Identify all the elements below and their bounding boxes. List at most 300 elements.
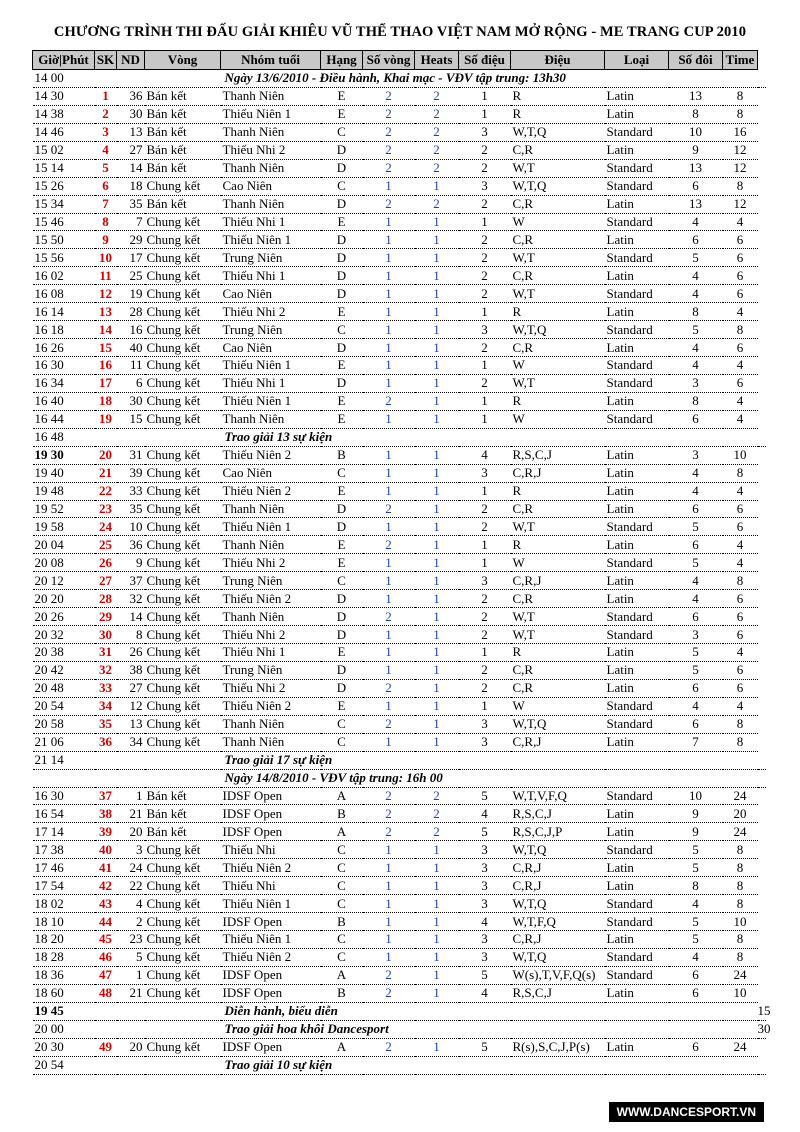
cell-heats: 2 xyxy=(415,787,459,805)
cell-type: Latin xyxy=(605,590,669,608)
cell-nd: 40 xyxy=(117,339,145,357)
cell-age-group: IDSF Open xyxy=(221,787,321,805)
cell-dance-count: 3 xyxy=(459,895,511,913)
cell-rounds: 1 xyxy=(363,249,415,267)
cell-class: D xyxy=(321,285,363,303)
cell-type: Standard xyxy=(605,285,669,303)
event-row xyxy=(33,913,767,931)
cell-couples: 5 xyxy=(669,554,723,572)
cell-round: Chung kết xyxy=(145,249,221,267)
cell-class: D xyxy=(321,608,363,626)
cell-age-group: Thiếu Nhi 1 xyxy=(221,374,321,392)
cell-age-group: IDSF Open xyxy=(221,913,321,931)
cell-rounds: 1 xyxy=(363,733,415,751)
cell-dance-count: 1 xyxy=(459,357,511,375)
cell-age-group: Thiếu Nhi xyxy=(221,841,321,859)
cell-empty xyxy=(95,1002,221,1020)
cell-rounds: 1 xyxy=(363,482,415,500)
cell-dances: W,T xyxy=(511,249,605,267)
cell-rounds: 2 xyxy=(363,500,415,518)
cell-couples: 6 xyxy=(669,177,723,195)
cell-rounds: 2 xyxy=(363,679,415,697)
cell-rounds: 1 xyxy=(363,410,415,428)
cell-dances: C,R,J xyxy=(511,464,605,482)
cell-empty xyxy=(723,428,758,446)
cell-age-group: Cao Niên xyxy=(221,464,321,482)
cell-rounds: 1 xyxy=(363,931,415,949)
cell-class: D xyxy=(321,679,363,697)
cell-heats: 1 xyxy=(415,446,459,464)
event-row xyxy=(33,339,767,357)
cell-duration: 4 xyxy=(723,697,758,715)
cell-nd: 13 xyxy=(117,123,145,141)
cell-round: Bán kết xyxy=(145,787,221,805)
cell-round: Bán kết xyxy=(145,823,221,841)
cell-time: 16 30 xyxy=(33,787,95,805)
cell-nd: 31 xyxy=(117,446,145,464)
cell-type: Standard xyxy=(605,554,669,572)
cell-dance-count: 2 xyxy=(459,159,511,177)
cell-event-number: 17 xyxy=(95,374,117,392)
cell-class: D xyxy=(321,339,363,357)
cell-heats: 2 xyxy=(415,805,459,823)
cell-dances: W xyxy=(511,410,605,428)
col-header-time: Giờ|Phút xyxy=(33,51,95,70)
cell-couples: 8 xyxy=(669,105,723,123)
cell-age-group: Thiếu Nhi 2 xyxy=(221,626,321,644)
cell-dance-count: 3 xyxy=(459,931,511,949)
cell-duration: 8 xyxy=(723,87,758,105)
cell-age-group: Thiếu Niên 1 xyxy=(221,105,321,123)
cell-duration: 4 xyxy=(723,536,758,554)
event-row xyxy=(33,931,767,949)
cell-nd: 27 xyxy=(117,679,145,697)
cell-time: 16 48 xyxy=(33,428,95,446)
cell-duration: 24 xyxy=(723,787,758,805)
cell-round: Chung kết xyxy=(145,518,221,536)
cell-event-number: 16 xyxy=(95,357,117,375)
cell-heats: 1 xyxy=(415,1038,459,1056)
cell-couples: 6 xyxy=(669,715,723,733)
note-text: Diễn hành, biểu diễn xyxy=(221,1002,723,1020)
cell-couples: 10 xyxy=(669,787,723,805)
cell-round: Chung kết xyxy=(145,590,221,608)
cell-rounds: 2 xyxy=(363,984,415,1002)
col-header-age-group: Nhóm tuổi xyxy=(221,51,321,70)
cell-event-number: 27 xyxy=(95,572,117,590)
cell-round: Chung kết xyxy=(145,392,221,410)
cell-duration: 4 xyxy=(723,213,758,231)
cell-dances: C,R,J xyxy=(511,733,605,751)
cell-event-number: 43 xyxy=(95,895,117,913)
cell-age-group: Thiếu Nhi 1 xyxy=(221,644,321,662)
cell-heats: 2 xyxy=(415,195,459,213)
cell-duration: 6 xyxy=(723,626,758,644)
cell-time: 18 36 xyxy=(33,966,95,984)
cell-time: 16 14 xyxy=(33,303,95,321)
cell-round: Chung kết xyxy=(145,895,221,913)
cell-couples: 9 xyxy=(669,823,723,841)
cell-duration xyxy=(758,428,767,446)
cell-class: C xyxy=(321,931,363,949)
cell-time: 18 28 xyxy=(33,948,95,966)
cell-dance-count: 2 xyxy=(459,267,511,285)
cell-nd: 35 xyxy=(117,195,145,213)
event-row xyxy=(33,536,767,554)
cell-duration: 8 xyxy=(723,895,758,913)
cell-duration: 8 xyxy=(723,931,758,949)
cell-event-number: 42 xyxy=(95,877,117,895)
cell-time: 21 06 xyxy=(33,733,95,751)
cell-class: D xyxy=(321,590,363,608)
cell-type: Latin xyxy=(605,303,669,321)
cell-event-number: 30 xyxy=(95,626,117,644)
cell-class: E xyxy=(321,303,363,321)
cell-class: D xyxy=(321,661,363,679)
cell-dance-count: 5 xyxy=(459,787,511,805)
cell-nd: 15 xyxy=(117,410,145,428)
cell-heats: 1 xyxy=(415,715,459,733)
cell-time: 15 46 xyxy=(33,213,95,231)
cell-type: Standard xyxy=(605,213,669,231)
cell-heats: 1 xyxy=(415,859,459,877)
cell-duration: 6 xyxy=(723,339,758,357)
cell-duration: 6 xyxy=(723,500,758,518)
cell-couples: 4 xyxy=(669,357,723,375)
cell-heats: 1 xyxy=(415,697,459,715)
cell-type: Latin xyxy=(605,500,669,518)
cell-age-group: Thanh Niên xyxy=(221,536,321,554)
cell-dance-count: 3 xyxy=(459,572,511,590)
cell-nd: 36 xyxy=(117,87,145,105)
cell-event-number: 8 xyxy=(95,213,117,231)
cell-time: 16 26 xyxy=(33,339,95,357)
cell-rounds: 1 xyxy=(363,518,415,536)
cell-duration: 10 xyxy=(723,913,758,931)
cell-rounds: 1 xyxy=(363,374,415,392)
cell-dance-count: 1 xyxy=(459,303,511,321)
cell-heats: 1 xyxy=(415,931,459,949)
cell-round: Chung kết xyxy=(145,715,221,733)
cell-rounds: 2 xyxy=(363,123,415,141)
cell-couples: 6 xyxy=(669,410,723,428)
cell-nd: 21 xyxy=(117,984,145,1002)
cell-dance-count: 2 xyxy=(459,518,511,536)
cell-couples: 4 xyxy=(669,948,723,966)
cell-age-group: Cao Niên xyxy=(221,177,321,195)
website-watermark: WWW.DANCESPORT.VN xyxy=(609,1102,764,1122)
cell-duration: 4 xyxy=(723,392,758,410)
cell-dances: C,R xyxy=(511,267,605,285)
cell-duration: 4 xyxy=(723,554,758,572)
col-header-nd: ND xyxy=(117,51,145,70)
event-row xyxy=(33,303,767,321)
cell-duration: 4 xyxy=(723,482,758,500)
cell-dance-count: 5 xyxy=(459,966,511,984)
event-row xyxy=(33,948,767,966)
cell-duration: 8 xyxy=(723,733,758,751)
cell-class: D xyxy=(321,231,363,249)
cell-couples: 3 xyxy=(669,446,723,464)
cell-nd: 36 xyxy=(117,536,145,554)
cell-duration: 10 xyxy=(723,446,758,464)
cell-duration: 8 xyxy=(723,715,758,733)
cell-type: Latin xyxy=(605,464,669,482)
cell-rounds: 2 xyxy=(363,141,415,159)
cell-nd: 16 xyxy=(117,321,145,339)
cell-round: Chung kết xyxy=(145,213,221,231)
cell-type: Standard xyxy=(605,626,669,644)
cell-event-number: 14 xyxy=(95,321,117,339)
cell-dance-count: 4 xyxy=(459,446,511,464)
cell-dance-count: 2 xyxy=(459,195,511,213)
cell-event-number: 18 xyxy=(95,392,117,410)
cell-couples: 5 xyxy=(669,661,723,679)
cell-duration xyxy=(758,769,767,787)
cell-time: 19 40 xyxy=(33,464,95,482)
cell-heats: 2 xyxy=(415,105,459,123)
cell-couples: 5 xyxy=(669,913,723,931)
cell-heats: 1 xyxy=(415,895,459,913)
cell-age-group: Thiếu Nhi 2 xyxy=(221,679,321,697)
cell-heats: 1 xyxy=(415,267,459,285)
cell-event-number: 46 xyxy=(95,948,117,966)
cell-nd: 17 xyxy=(117,249,145,267)
event-row xyxy=(33,787,767,805)
event-row xyxy=(33,500,767,518)
cell-class: A xyxy=(321,823,363,841)
cell-nd: 35 xyxy=(117,500,145,518)
note-row xyxy=(33,769,767,787)
cell-event-number: 12 xyxy=(95,285,117,303)
event-row xyxy=(33,572,767,590)
cell-event-number: 32 xyxy=(95,661,117,679)
cell-type: Latin xyxy=(605,536,669,554)
cell-dance-count: 2 xyxy=(459,661,511,679)
cell-age-group: Thiếu Niên 1 xyxy=(221,895,321,913)
cell-time: 17 54 xyxy=(33,877,95,895)
cell-time: 16 02 xyxy=(33,267,95,285)
cell-age-group: Thiếu Nhi 2 xyxy=(221,554,321,572)
cell-age-group: Thiếu Niên 2 xyxy=(221,590,321,608)
cell-dances: C,R,J xyxy=(511,859,605,877)
event-row xyxy=(33,626,767,644)
cell-class: D xyxy=(321,267,363,285)
cell-duration: 8 xyxy=(723,572,758,590)
cell-duration: 12 xyxy=(723,159,758,177)
cell-duration: 6 xyxy=(723,285,758,303)
cell-nd: 30 xyxy=(117,105,145,123)
cell-event-number: 24 xyxy=(95,518,117,536)
cell-empty xyxy=(95,70,221,88)
cell-class: E xyxy=(321,644,363,662)
cell-couples: 8 xyxy=(669,303,723,321)
cell-age-group: Thanh Niên xyxy=(221,733,321,751)
cell-heats: 1 xyxy=(415,482,459,500)
cell-type: Standard xyxy=(605,715,669,733)
cell-rounds: 2 xyxy=(363,715,415,733)
cell-age-group: Trung Niên xyxy=(221,249,321,267)
cell-age-group: Thiếu Nhi xyxy=(221,877,321,895)
cell-empty xyxy=(723,751,758,769)
cell-class: E xyxy=(321,87,363,105)
cell-type: Latin xyxy=(605,87,669,105)
cell-heats: 1 xyxy=(415,374,459,392)
cell-rounds: 2 xyxy=(363,805,415,823)
cell-couples: 6 xyxy=(669,608,723,626)
event-row xyxy=(33,877,767,895)
cell-heats: 1 xyxy=(415,285,459,303)
cell-heats: 2 xyxy=(415,823,459,841)
cell-rounds: 1 xyxy=(363,661,415,679)
cell-round: Bán kết xyxy=(145,123,221,141)
cell-time: 19 48 xyxy=(33,482,95,500)
cell-class: B xyxy=(321,446,363,464)
cell-time: 17 38 xyxy=(33,841,95,859)
col-header-duration: Time xyxy=(723,51,758,70)
cell-age-group: Thiếu Nhi 1 xyxy=(221,267,321,285)
cell-time: 15 26 xyxy=(33,177,95,195)
cell-duration: 4 xyxy=(723,644,758,662)
cell-dances: R xyxy=(511,392,605,410)
cell-nd: 37 xyxy=(117,572,145,590)
cell-class: E xyxy=(321,105,363,123)
cell-heats: 1 xyxy=(415,679,459,697)
cell-dances: W,T,Q xyxy=(511,177,605,195)
cell-type: Standard xyxy=(605,159,669,177)
cell-heats: 1 xyxy=(415,608,459,626)
cell-heats: 1 xyxy=(415,392,459,410)
cell-rounds: 2 xyxy=(363,159,415,177)
event-row xyxy=(33,518,767,536)
event-row xyxy=(33,231,767,249)
cell-time: 20 58 xyxy=(33,715,95,733)
cell-type: Latin xyxy=(605,823,669,841)
cell-class: C xyxy=(321,715,363,733)
cell-age-group: Thiếu Niên 1 xyxy=(221,231,321,249)
cell-type: Standard xyxy=(605,177,669,195)
cell-event-number: 38 xyxy=(95,805,117,823)
cell-dance-count: 3 xyxy=(459,733,511,751)
cell-age-group: Thanh Niên xyxy=(221,159,321,177)
cell-class: E xyxy=(321,410,363,428)
cell-dance-count: 1 xyxy=(459,697,511,715)
cell-nd: 2 xyxy=(117,913,145,931)
cell-round: Chung kết xyxy=(145,877,221,895)
cell-round: Bán kết xyxy=(145,805,221,823)
cell-time: 16 54 xyxy=(33,805,95,823)
cell-time: 19 58 xyxy=(33,518,95,536)
cell-rounds: 1 xyxy=(363,913,415,931)
cell-dance-count: 1 xyxy=(459,410,511,428)
cell-age-group: Trung Niên xyxy=(221,572,321,590)
cell-duration: 6 xyxy=(723,249,758,267)
note-row xyxy=(33,1002,767,1020)
cell-dances: W,T,Q xyxy=(511,841,605,859)
cell-age-group: IDSF Open xyxy=(221,1038,321,1056)
event-row xyxy=(33,321,767,339)
cell-type: Standard xyxy=(605,608,669,626)
cell-nd: 23 xyxy=(117,931,145,949)
cell-dances: W,T xyxy=(511,626,605,644)
cell-age-group: Trung Niên xyxy=(221,321,321,339)
cell-dances: W,T xyxy=(511,608,605,626)
cell-nd: 34 xyxy=(117,733,145,751)
cell-class: D xyxy=(321,374,363,392)
cell-dances: W xyxy=(511,357,605,375)
cell-class: E xyxy=(321,213,363,231)
cell-round: Bán kết xyxy=(145,105,221,123)
cell-time: 15 50 xyxy=(33,231,95,249)
note-text: Ngày 13/6/2010 - Điều hành, Khai mạc - VĐV tập trung: 13h30 xyxy=(221,70,723,88)
cell-age-group: Thiếu Niên 1 xyxy=(221,357,321,375)
cell-class: C xyxy=(321,877,363,895)
cell-time: 17 14 xyxy=(33,823,95,841)
cell-rounds: 1 xyxy=(363,841,415,859)
cell-heats: 1 xyxy=(415,554,459,572)
cell-round: Chung kết xyxy=(145,177,221,195)
col-header-class: Hạng xyxy=(321,51,363,70)
cell-duration: 12 xyxy=(723,195,758,213)
cell-type: Standard xyxy=(605,518,669,536)
cell-dance-count: 2 xyxy=(459,141,511,159)
cell-dance-count: 2 xyxy=(459,679,511,697)
event-row xyxy=(33,213,767,231)
cell-nd: 28 xyxy=(117,303,145,321)
schedule-body xyxy=(33,70,771,1075)
cell-dances: C,R xyxy=(511,590,605,608)
col-header-heats: Heats xyxy=(415,51,459,70)
cell-nd: 21 xyxy=(117,805,145,823)
cell-dances: W,T,Q xyxy=(511,715,605,733)
cell-age-group: Thiếu Nhi 2 xyxy=(221,303,321,321)
cell-type: Standard xyxy=(605,841,669,859)
cell-round: Chung kết xyxy=(145,697,221,715)
cell-round: Chung kết xyxy=(145,841,221,859)
cell-couples: 6 xyxy=(669,966,723,984)
cell-age-group: Thiếu Nhi 1 xyxy=(221,213,321,231)
cell-class: C xyxy=(321,572,363,590)
cell-class: E xyxy=(321,536,363,554)
cell-event-number: 7 xyxy=(95,195,117,213)
cell-type: Standard xyxy=(605,913,669,931)
cell-couples: 4 xyxy=(669,590,723,608)
cell-type: Latin xyxy=(605,931,669,949)
cell-type: Standard xyxy=(605,895,669,913)
cell-couples: 6 xyxy=(669,679,723,697)
note-row xyxy=(33,751,767,769)
cell-dance-count: 4 xyxy=(459,913,511,931)
cell-round: Chung kết xyxy=(145,536,221,554)
cell-type: Latin xyxy=(605,733,669,751)
cell-dance-count: 5 xyxy=(459,823,511,841)
note-row xyxy=(33,428,767,446)
cell-empty xyxy=(95,1020,221,1038)
cell-dance-count: 3 xyxy=(459,321,511,339)
cell-dances: R,S,C,J xyxy=(511,984,605,1002)
cell-heats: 1 xyxy=(415,948,459,966)
cell-round: Chung kết xyxy=(145,339,221,357)
cell-heats: 2 xyxy=(415,159,459,177)
cell-dance-count: 1 xyxy=(459,392,511,410)
event-row xyxy=(33,859,767,877)
cell-time: 15 14 xyxy=(33,159,95,177)
cell-duration: 8 xyxy=(723,321,758,339)
cell-event-number: 11 xyxy=(95,267,117,285)
cell-nd: 14 xyxy=(117,159,145,177)
cell-couples: 3 xyxy=(669,374,723,392)
cell-event-number: 41 xyxy=(95,859,117,877)
